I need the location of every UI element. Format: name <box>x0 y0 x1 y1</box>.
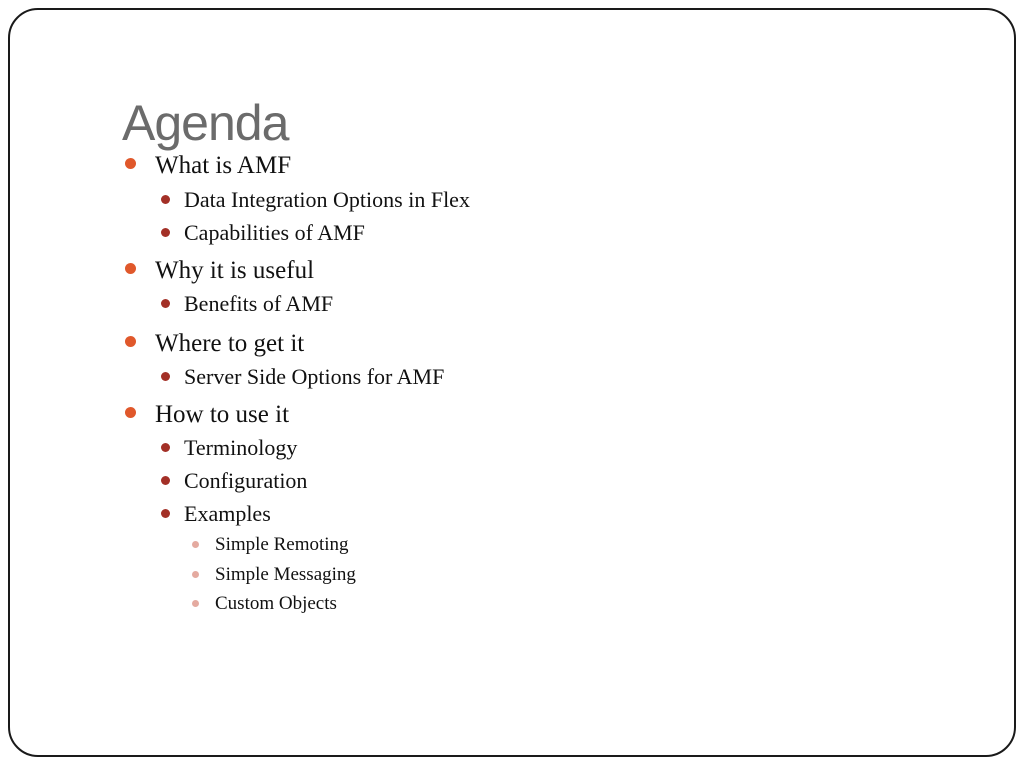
bullet-level2-icon <box>161 195 170 204</box>
bullet-level2-icon <box>161 509 170 518</box>
bullet-level2-icon <box>161 372 170 381</box>
outline-item-capabilities: Capabilities of AMF <box>184 220 365 245</box>
bullet-level3-icon <box>192 541 199 548</box>
outline-item-server-side: Server Side Options for AMF <box>184 364 445 389</box>
bullet-level1-icon <box>125 158 136 169</box>
bullet-level2-icon <box>161 476 170 485</box>
bullet-level1-icon <box>125 407 136 418</box>
slide <box>8 8 1016 757</box>
bullet-level2-icon <box>161 228 170 237</box>
bullet-level3-icon <box>192 571 199 578</box>
outline-item-terminology: Terminology <box>184 435 298 460</box>
bullet-level1-icon <box>125 263 136 274</box>
outline-item-simple-messaging: Simple Messaging <box>215 564 356 585</box>
outline-item-what-is-amf: What is AMF <box>155 152 292 179</box>
bullet-level1-icon <box>125 336 136 347</box>
outline-item-why-useful: Why it is useful <box>155 257 315 284</box>
outline-item-examples: Examples <box>184 501 271 526</box>
bullet-level3-icon <box>192 600 199 607</box>
outline-item-data-integration: Data Integration Options in Flex <box>184 187 470 212</box>
slide-title: Agenda <box>122 95 289 151</box>
outline-item-configuration: Configuration <box>184 468 308 493</box>
outline-item-custom-objects: Custom Objects <box>215 593 337 614</box>
outline-item-benefits: Benefits of AMF <box>184 291 334 316</box>
bullet-level2-icon <box>161 443 170 452</box>
bullet-level2-icon <box>161 299 170 308</box>
outline-item-simple-remoting: Simple Remoting <box>215 534 349 555</box>
outline-item-how-to-use: How to use it <box>155 401 290 428</box>
outline-item-where-to-get: Where to get it <box>155 330 305 357</box>
